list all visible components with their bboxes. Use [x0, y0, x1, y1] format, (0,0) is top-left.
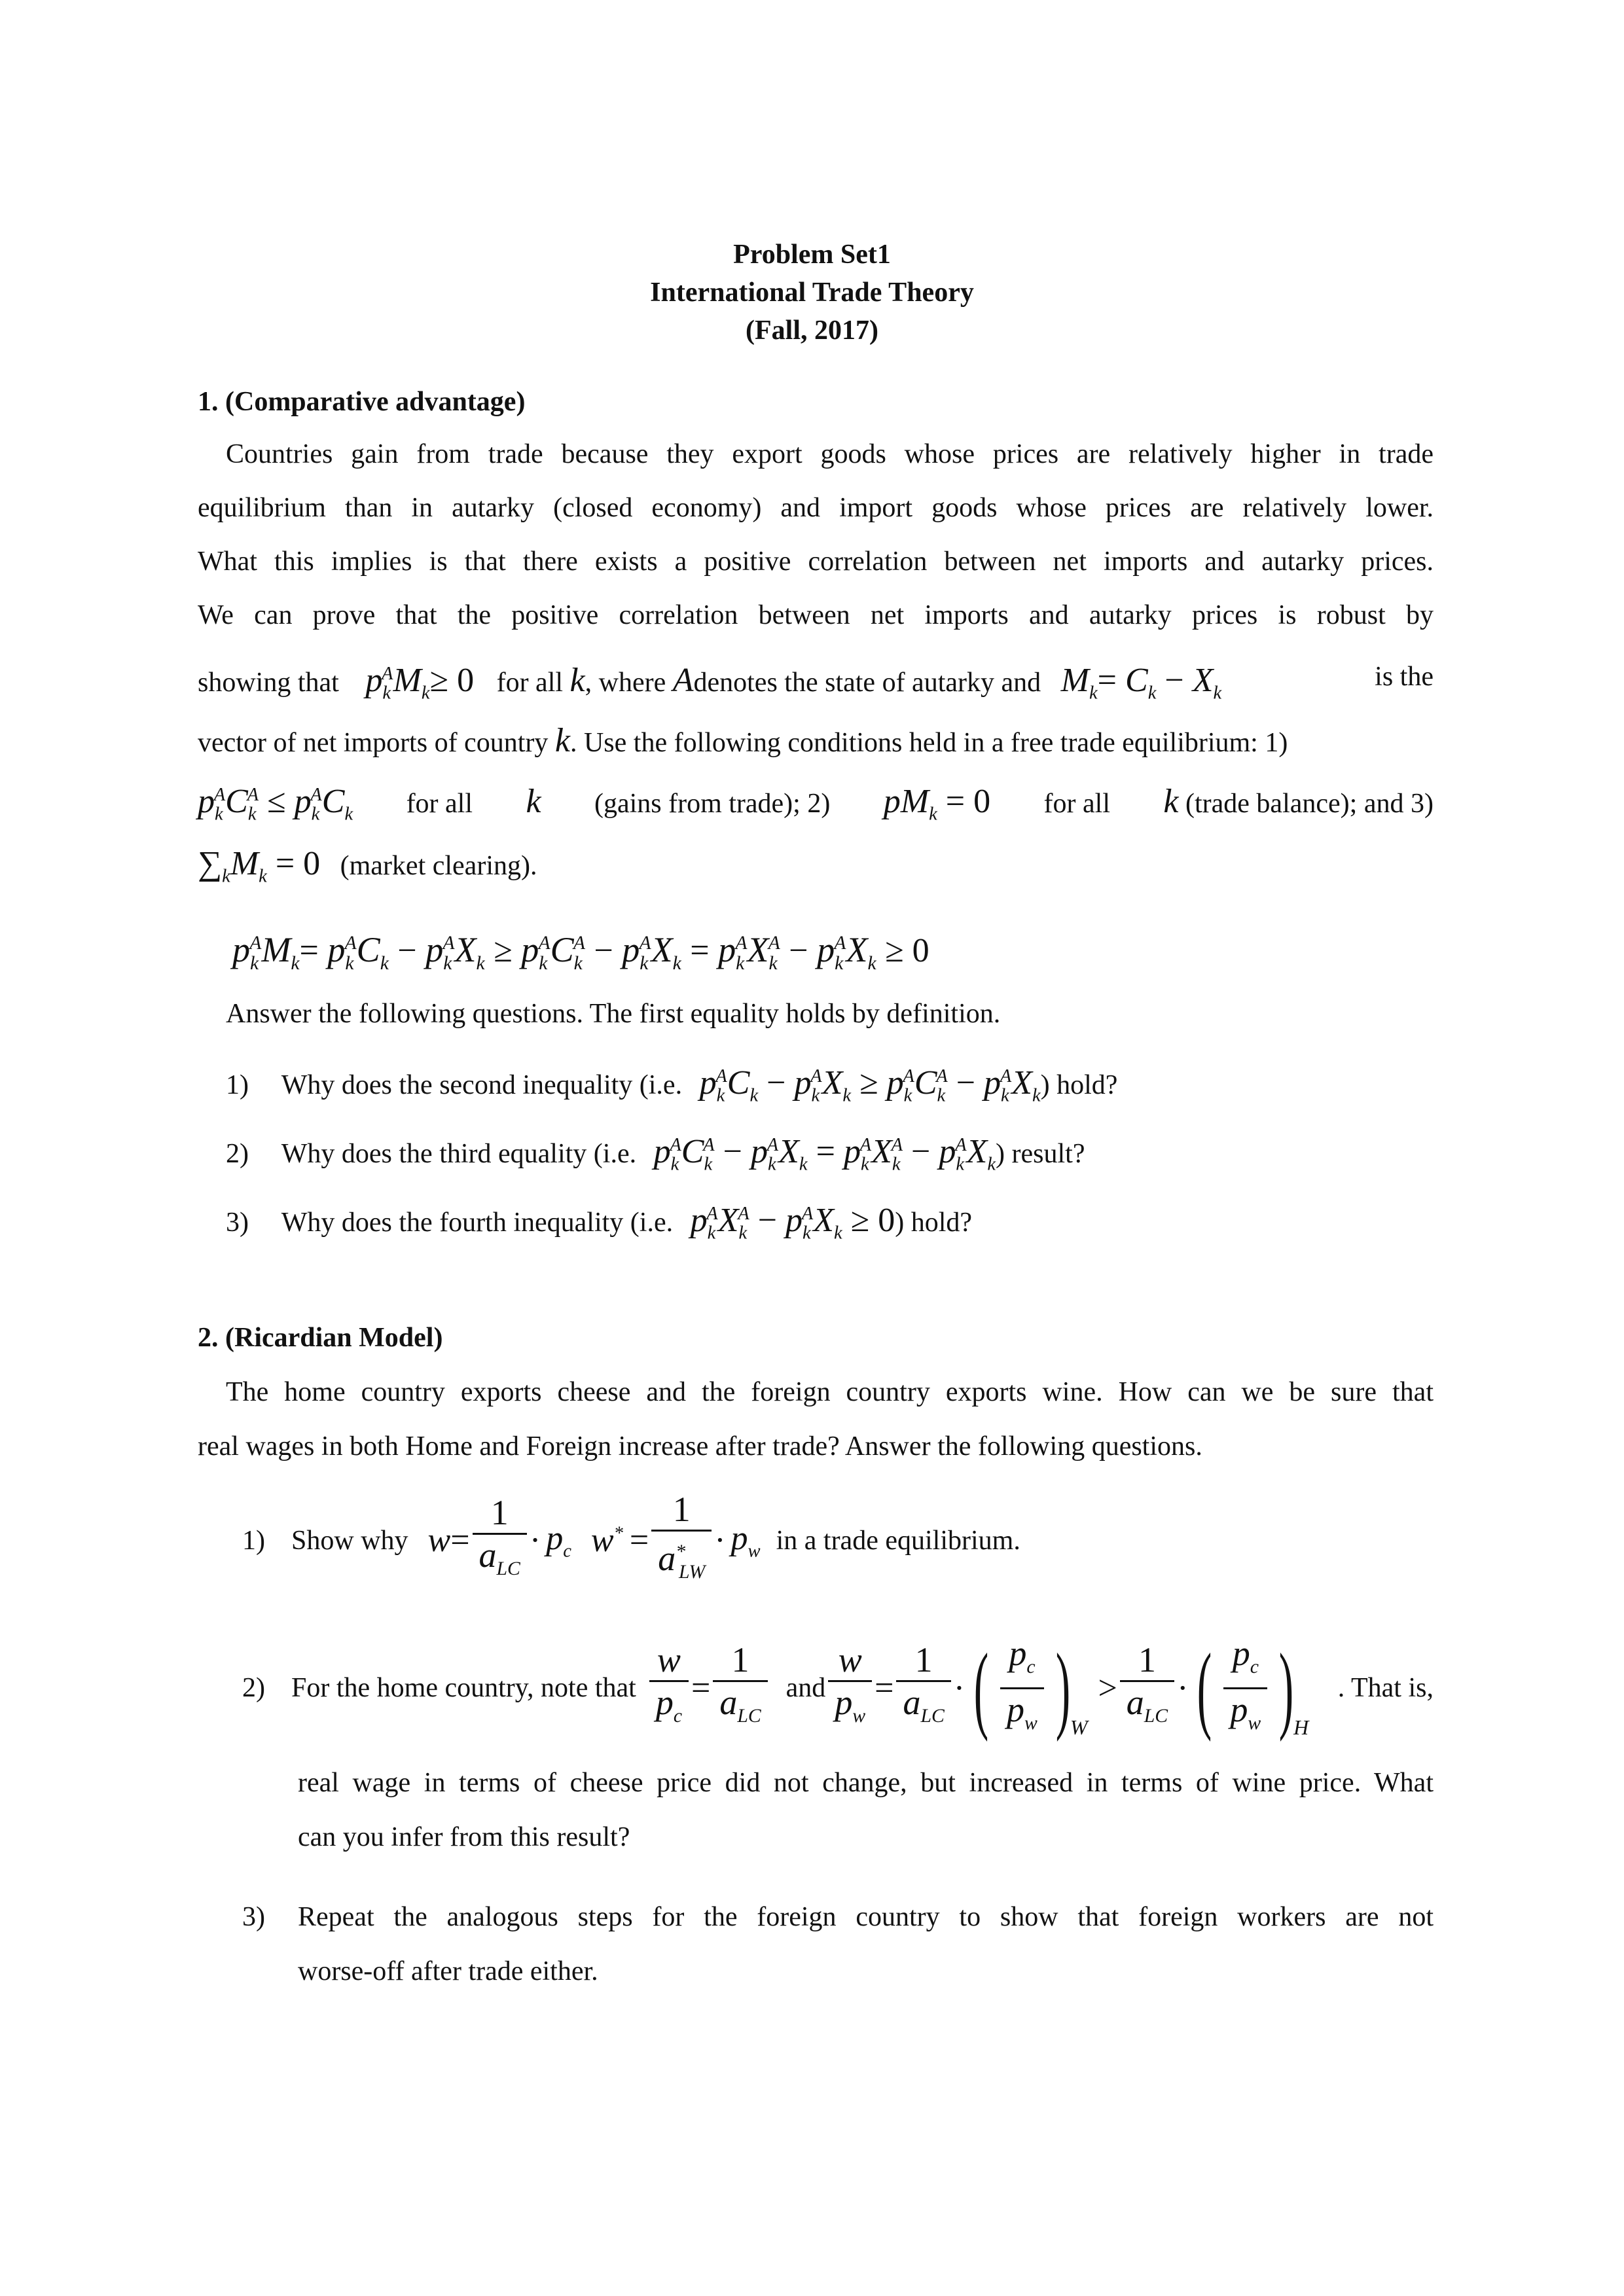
- section1-line-vector: vector of net imports of country k. Use the following conditions held in a free trade equilibrium: 1): [198, 722, 1288, 759]
- math-Mk-def: $M_k= C_k - X_k$: [1060, 662, 1222, 704]
- title-block: [0, 236, 1624, 350]
- term: (Fall, 2017): [746, 315, 878, 346]
- section2-para-line: The home country exports cheese and the foreign country exports wine. How can we be sure that: [226, 1377, 1434, 1407]
- section1-para-line: Countries gain from trade because they export goods whose prices are relatively higher in trade: [226, 439, 1434, 469]
- section1-market-clearing-line: $\sum_kM_k = 0$ (market clearing).: [198, 845, 537, 887]
- math-market-clearing: $\sum_kM_k = 0$: [198, 845, 321, 887]
- section2-question-3: Repeat the analogous steps for the foreign country to show that foreign workers are not: [298, 1902, 1434, 1932]
- section1-conditions-line: $p_k^AC_k^A \le p_k^AC_k$ for all k (gains from trade); 2) $pM_k = 0$ for all k (trade balance); and 3): [198, 783, 1434, 825]
- course-title: International Trade Theory: [650, 278, 974, 308]
- section2-heading: 2. (Ricardian Model): [198, 1323, 443, 1353]
- section1-heading: 1. (Comparative advantage): [198, 387, 526, 417]
- section2-q2-continuation: real wage in terms of cheese price did not change, but increased in terms of wine price. What: [298, 1768, 1434, 1798]
- section1-question-1: 1) Why does the second inequality (i.e. $p_k^AC_k - p_k^AX_k \ge p_k^AC_k^A - p_k^AX_k$) hold?: [226, 1064, 1118, 1106]
- section2-q2-continuation: can you infer from this result?: [298, 1822, 630, 1852]
- parenthesized-price-ratio-home: ( $\frac{p_c}{p_w}$ ) H: [1197, 1634, 1309, 1743]
- section1-para-line: What this implies is that there exists a positive correlation between net imports and autarky prices.: [198, 547, 1434, 577]
- fraction-1-over-aLC: $\frac{1}{a_{LC}}$: [473, 1492, 527, 1589]
- section2-question-3: worse-off after trade either.: [298, 1956, 598, 1986]
- chain-equation: $p_k^AM_k= p_k^AC_k - p_k^AX_k \ge p_k^AC_k^A - p_k^AX_k = p_k^AX_k^A - p_k^AX_k \ge 0$: [232, 930, 929, 974]
- instruction: Answer the following questions. The first equality holds by definition.: [226, 999, 1001, 1029]
- math-trade-balance: $pM_k = 0$: [883, 783, 991, 825]
- section2-para-line: real wages in both Home and Foreign increase after trade? Answer the following questions.: [198, 1431, 1202, 1462]
- section1-para-line: equilibrium than in autarky (closed economy) and import goods whose prices are relatively lower.: [198, 493, 1434, 523]
- fraction-1-over-aLW-star: $\frac{1}{a^*_{LW}}$: [651, 1489, 712, 1592]
- section2-question-3-num: 3): [242, 1902, 265, 1932]
- problem-set-title: Problem Set1: [733, 240, 891, 270]
- section1-question-2: 2) Why does the third equality (i.e. $p_k^AC_k^A - p_k^AX_k = p_k^AX_k^A - p_k^AX_k$) result?: [226, 1133, 1085, 1175]
- section1-question-3: 3) Why does the fourth inequality (i.e. $p_k^AX_k^A - p_k^AX_k \ge 0$) hold?: [226, 1202, 973, 1244]
- section2-question-2: 2) For the home country, note that $\frac{w}{p_c}$ = $\frac{1}{a_{LC}}$ and $\frac{w}{p_w}$ = $\frac{1}{a_{LC}}$ · ( $\frac{p_c}{p_w}$ ) W > $\frac{1}{a_{LC}}$ · ( $\frac{p_c}{p_w}$ ) H . That is,: [242, 1634, 1434, 1743]
- section1-para-line: We can prove that the positive correlation between net imports and autarky prices is robust by: [198, 600, 1434, 630]
- section1-line-showing: showing that $p_k^AM_k\ge 0$ for all k, where Adenotes the state of autarky and $M_k= C_k - X_k$ is the: [198, 662, 1434, 704]
- section2-question-1: 1) Show why w = $\frac{1}{a_{LC}}$ · $p_c$ w* = $\frac{1}{a^*_{LW}}$ · $p_w$ in a trade equilibrium.: [242, 1489, 1478, 1592]
- math-pkA-Mk-geq-0: $p_k^AM_k\ge 0$: [365, 662, 475, 704]
- math-gains-from-trade: $p_k^AC_k^A \le p_k^AC_k$: [198, 783, 353, 825]
- parenthesized-price-ratio-world: ( $\frac{p_c}{p_w}$ ) W: [973, 1634, 1088, 1743]
